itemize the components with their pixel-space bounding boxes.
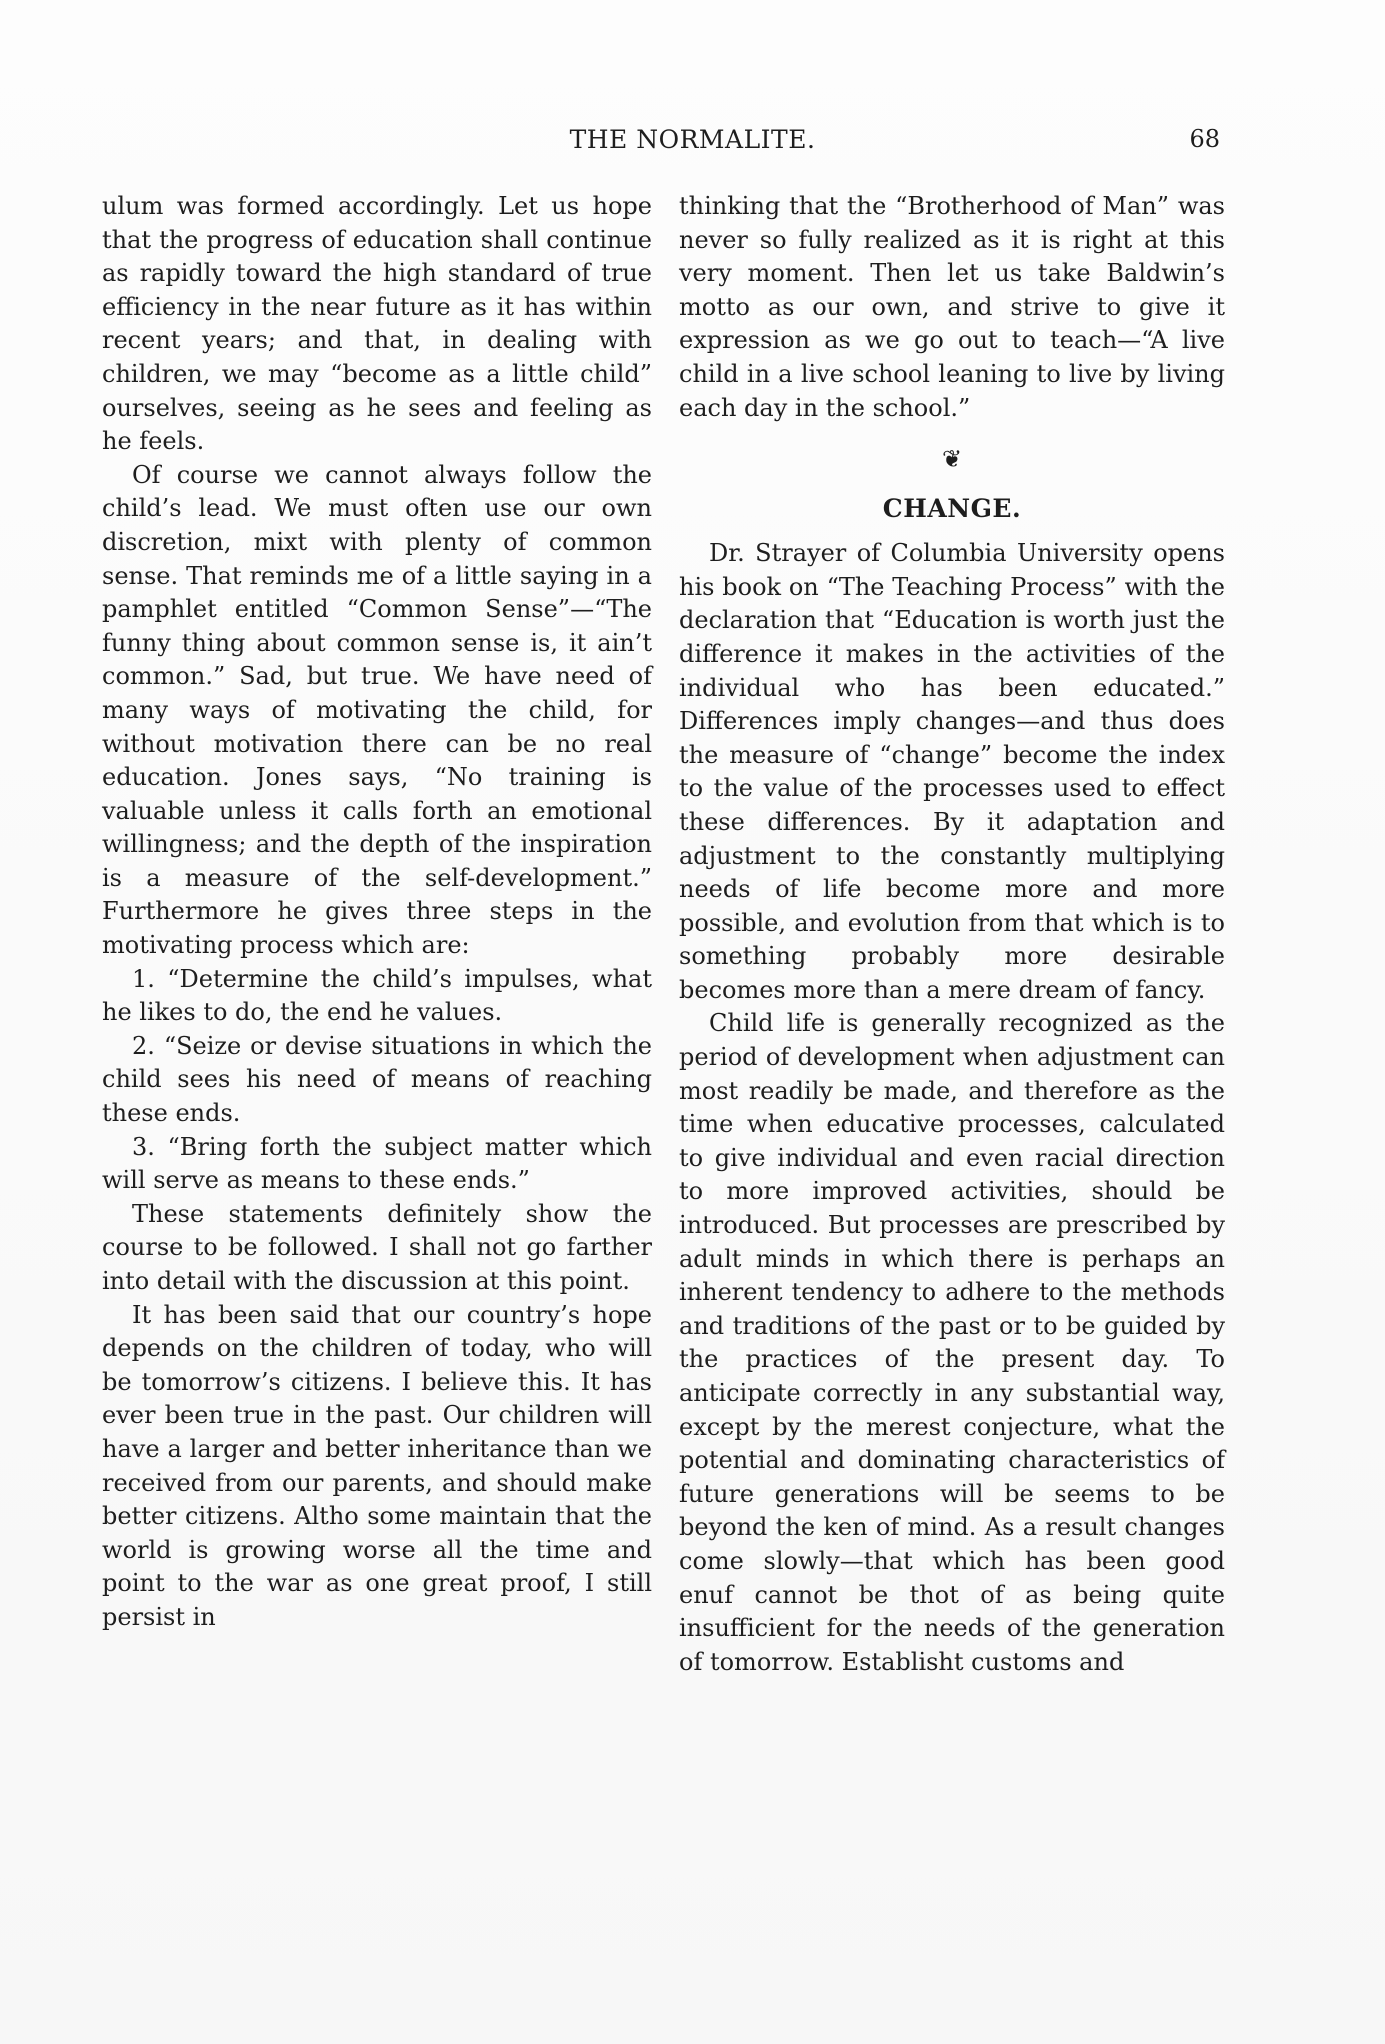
paragraph: These statements definitely show the course to be followed. I shall not go farther into detail with the discussion at this point. [102,1199,652,1295]
page-number: 68 [1189,125,1220,153]
paragraph: thinking that the “Brotherhood of Man” was never so fully realized as it is right at this very moment. Then let us take Baldwin’s motto as our own, and strive to give it expression as we go out to teach—“A live child in a live school leaning to live by living each day in the school.” [679,192,1225,422]
list-item: 2. “Seize or devise situations in which the child sees his need of means of reaching these ends. [102,1031,652,1128]
paragraph: ulum was formed accordingly. Let us hope that the progress of education shall continue as rapidly toward the high standard of true efficiency in the near future as it has within recent years; and that, in dealing with children, we may “become as a little child” ourselves, seeing as he sees and feeling as he feels. [102,192,652,456]
list-item: 1. “Determine the child’s impulses, what he likes to do, the end he values. [102,964,652,1027]
right-column [679,190,1225,1679]
section-title: CHANGE. [882,494,1022,524]
running-head-title: THE NORMALITE. [569,125,816,154]
left-column [102,190,652,1635]
paragraph: Child life is generally recognized as the period of development when adjustment can most readily be made, and therefore as the time when educative processes, calculated to give individual and even racial direction to more improved activities, should be introduced. But processes are prescribed by adult minds in which there is perhaps an inherent tendency to adhere to the methods and traditions of the past or to be guided by the practices of the present day. To anticipate correctly in any substantial way, except by the merest conjecture, what the potential and dominating characteristics of future generations will be seems to be beyond the ken of mind. As a result changes come slowly—that which has been good enuf cannot be thot of as being quite insufficient for the needs of the generation of tomorrow. Establisht customs and [679,1009,1225,1676]
paragraph: It has been said that our country’s hope depends on the children of today, who will be tomorrow’s citizens. I believe this. It has ever been true in the past. Our children will have a larger and better inheritance than we received from our parents, and should make better citizens. Altho some maintain that the world is growing worse all the time and point to the war as one great proof, I still persist in [102,1300,652,1631]
ornament-icon: ❦ [941,445,963,474]
list-item: 3. “Bring forth the subject matter which will serve as means to these ends.” [102,1132,652,1195]
paragraph: Of course we cannot always follow the child’s lead. We must often use our own discretion, mixt with plenty of common sense. That reminds me of a little saying in a pamphlet entitled “Common Sense”—“The funny thing about common sense is, it ain’t common.” Sad, but true. We have need of many ways of motivating the child, for without motivation there can be no real education. Jones says, “No training is valuable unless it calls forth an emotional willingness; and the depth of the inspiration is a measure of the self-development.” Furthermore he gives three steps in the motivating process which are: [102,460,652,960]
paragraph: Dr. Strayer of Columbia University opens his book on “The Teaching Process” with the declaration that “Education is worth just the difference it makes in the activities of the individual who has been educated.” Differences imply changes—and thus does the measure of “change” become the index to the value of the processes used to effect these differences. By it adaptation and adjustment to the constantly multiplying needs of life become more and more possible, and evolution from that which is to something probably more desirable becomes more than a mere dream of fancy. [679,539,1225,1004]
